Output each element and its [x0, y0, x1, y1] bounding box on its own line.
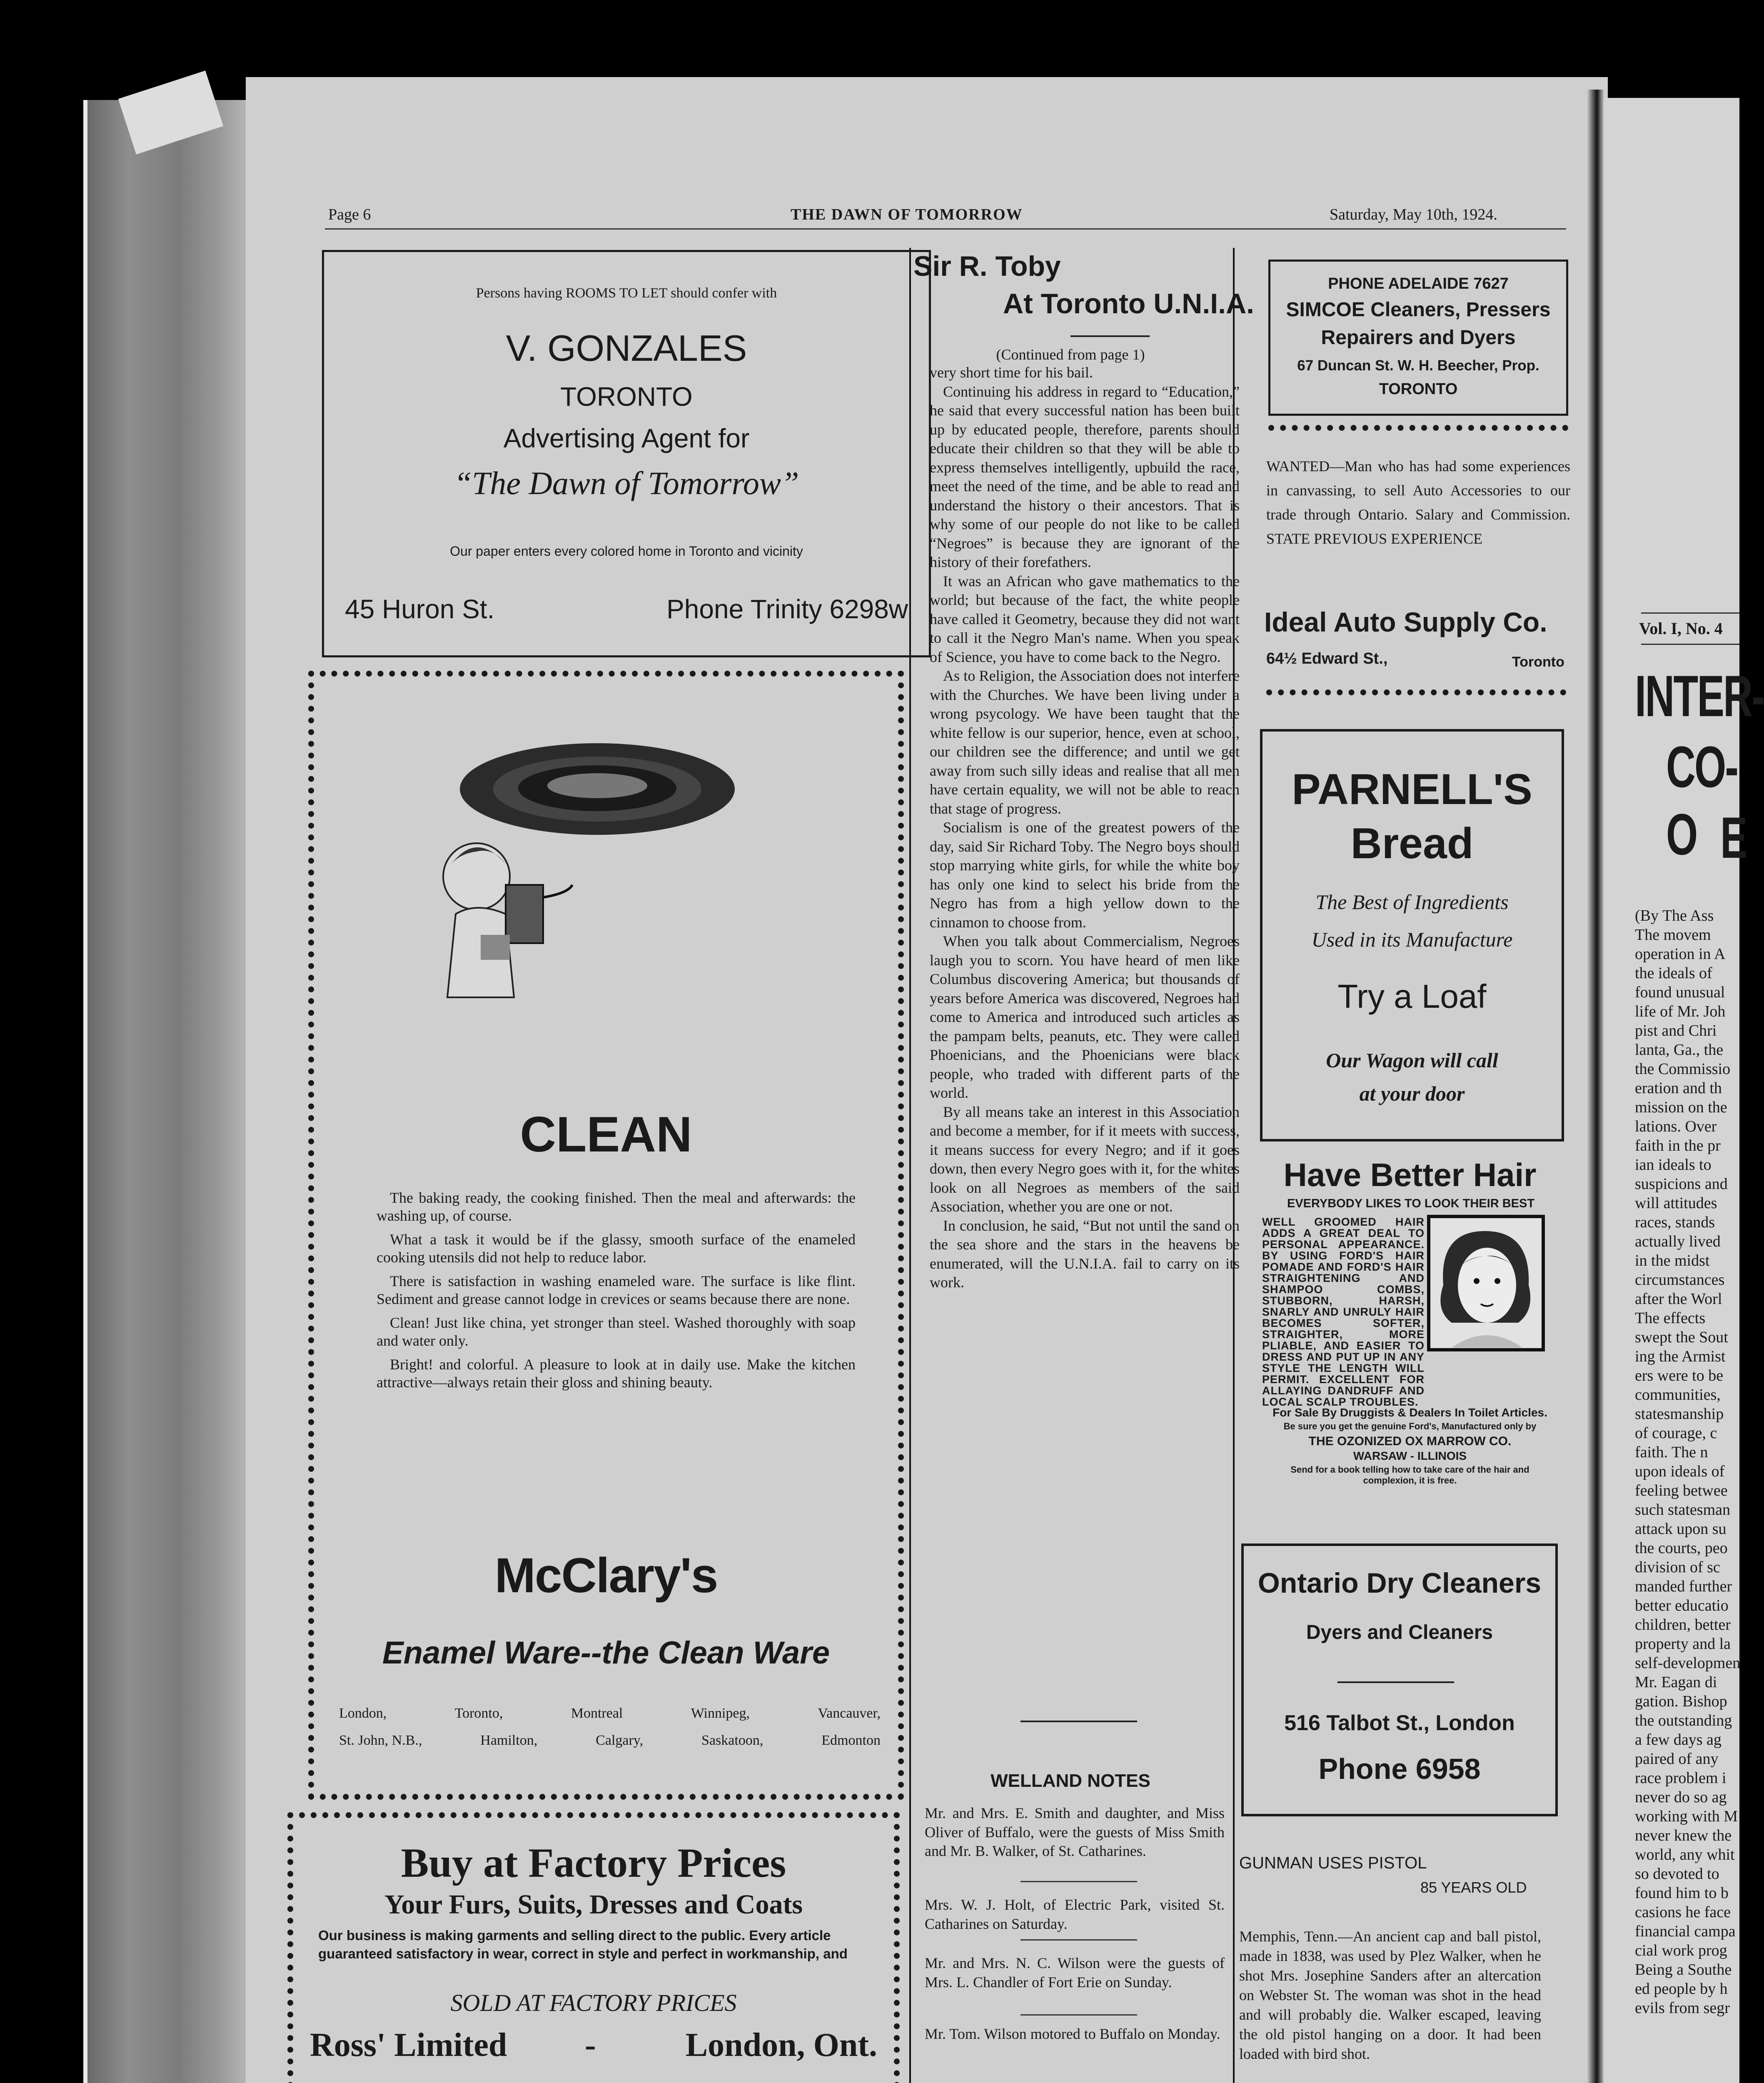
facing-rule — [1641, 644, 1739, 645]
city: St. John, N.B., — [339, 1733, 422, 1748]
facing-text-line: cial work prog — [1635, 1942, 1727, 1959]
article-title-line2: At Toronto U.N.I.A. — [1003, 288, 1255, 320]
article-paragraph: very short time for his bail. — [930, 364, 1093, 381]
parnell-ad — [1260, 729, 1564, 1141]
ad-headline: Buy at Factory Prices — [401, 1840, 786, 1886]
hair-ad — [1250, 1148, 1570, 1514]
facing-text-line: property and la — [1635, 1635, 1731, 1653]
facing-text-line: working with M — [1635, 1808, 1738, 1825]
ad-subhead: Your Furs, Suits, Dresses and Coats — [384, 1889, 803, 1920]
facing-text-line: faith in the pr — [1635, 1137, 1721, 1154]
facing-text-line: lanta, Ga., the — [1635, 1041, 1724, 1059]
article-paragraph: By all means take an interest in this Association and become a member, for if it meets with success, it means success for every Negro; and if it goes down, then every Negro goes with it, for the whites look on all Negroes as members of the said Association, whether you are one or not. — [930, 1103, 1240, 1215]
welland-title: WELLAND NOTES — [991, 1771, 1150, 1791]
article-paragraph: Continuing his address in regard to “Education,” he said that every successful nation has been built up by educated people, therefore, parents should educate their children so that they will be able to express themselves intelligently, upbuild the race, meet the need of the time, and be able to read and understand the history o their ancestors. That is why some of our people do not like to be called “Negroes” is because they are ignorant of the history of their forefathers. — [930, 383, 1240, 570]
woman-portrait-illustration — [1427, 1214, 1545, 1352]
facing-text-line: pist and Chri — [1635, 1022, 1717, 1039]
article-paragraph: When you talk about Commercialism, Negroes laugh you to scorn. You have heard of men like Columbus discovering America; but thousands of years before America was discovered, Negroes had come to America and introduced such articles as the pampam belts, peanuts, etc. They were called Phoenicians, and the Phoenicians were black people, who traded with different parts of the world. — [930, 933, 1240, 1101]
welland-item: Mrs. W. J. Holt, of Electric Park, visited St. Catharines on Saturday. — [925, 1896, 1225, 1932]
facing-text-line: Being a Southe — [1635, 1961, 1732, 1978]
facing-headline: CO-O — [1666, 734, 1738, 867]
hair-genuine: Be sure you get the genuine Ford's, Manufactured only by — [1283, 1421, 1537, 1431]
ad-headline: CLEAN — [520, 1106, 692, 1162]
facing-text-line: The movem — [1635, 926, 1711, 944]
facing-text-line: circumstances — [1635, 1271, 1725, 1289]
parnell-wagon: at your door — [1359, 1082, 1465, 1105]
welland-item: Mr. Tom. Wilson motored to Buffalo on Monday. — [925, 2026, 1220, 2042]
ontario-phone: Phone 6958 — [1318, 1753, 1481, 1785]
facing-text-line: ian ideals to — [1635, 1156, 1712, 1174]
facing-text-line: eration and th — [1635, 1079, 1722, 1097]
facing-text-line: swept the Sout — [1635, 1329, 1728, 1346]
welland-item: Mr. and Mrs. E. Smith and daughter, and Miss Oliver of Buffalo, were the guests of Miss Smith and Mr. B. Walker, of St. Catharines. — [925, 1805, 1225, 1859]
facing-text-line: races, stands — [1635, 1214, 1715, 1231]
city: Calgary, — [596, 1733, 644, 1748]
facing-text-line: mission on the — [1635, 1099, 1727, 1116]
facing-text-line: world, any whit — [1635, 1846, 1735, 1863]
city: Saskatoon, — [701, 1733, 763, 1748]
facing-text-line: found unusual — [1635, 984, 1725, 1001]
simcoe-ad — [1268, 260, 1568, 416]
facing-text-line: after the Worl — [1635, 1290, 1722, 1308]
simcoe-city: TORONTO — [1379, 380, 1458, 398]
facing-text-line: ed people by h — [1635, 1980, 1728, 1998]
welland-item: Mr. and Mrs. N. C. Wilson were the guests of Mrs. L. Chandler of Fort Erie on Sunday. — [925, 1955, 1225, 1991]
masthead-rule — [325, 228, 1566, 230]
article-paragraph: As to Religion, the Association does not interfere with the Churches. We have been living under a wrong psycology. We have been taught that the white fellow is our superior, hence, even at school, our children see the difference; and until we get away from such silly ideas and realise that all men have certain equality, we will not be able to reach that stage of progress. — [930, 667, 1240, 817]
parnell-name: PARNELL'S — [1292, 765, 1532, 814]
separator-dash: - — [585, 2027, 596, 2063]
gonzales-ad — [322, 250, 931, 657]
item-rule — [1020, 2014, 1137, 2016]
gunman-text: Memphis, Tenn.—An ancient cap and ball pistol, made in 1838, was used by Plez Walker, when he shot Mrs. Josephine Sanders after an altercation on Webster St. The woman was shot in the head and will probably die. Walker escaped, leaving the old pistol hanging on a door. It had been loaded with bird shot. — [1239, 1928, 1541, 2062]
ad-paragraph: Clean! Just like china, yet stronger than steel. Washed thoroughly with soap and water only. — [377, 1314, 856, 1349]
facing-text-line: will attitudes — [1635, 1194, 1717, 1212]
article-paragraph: In conclusion, he said, “But not until the sand on the sea shore and the stars in the heavens be enumerated, will the U.N.I.A. fail to carry on its work. — [930, 1217, 1240, 1291]
article-title: Sir R. Toby — [913, 250, 1061, 282]
parnell-line: Used in its Manufacture — [1311, 928, 1513, 951]
ontario-rule — [1337, 1681, 1454, 1683]
ross-ad — [287, 1812, 900, 2083]
book-gutter — [1587, 90, 1604, 2083]
facing-text-line: division of sc — [1635, 1559, 1720, 1576]
facing-text-line: faith. The n — [1635, 1444, 1708, 1461]
facing-text-line: statesmanship — [1635, 1405, 1724, 1423]
company-city: London, Ont. — [685, 2027, 877, 2063]
city: London, — [339, 1706, 387, 1721]
facing-text-line: the courts, peo — [1635, 1539, 1728, 1557]
facing-text-line: of courage, c — [1635, 1424, 1717, 1442]
hair-headline: Have Better Hair — [1283, 1156, 1537, 1193]
ontario-name: Ontario Dry Cleaners — [1258, 1567, 1542, 1599]
facing-headline: E — [1720, 805, 1748, 870]
paper-title: “The Dawn of Tomorrow” — [454, 465, 799, 501]
section-rule — [1020, 1721, 1137, 1722]
gunman-title: GUNMAN USES PISTOL — [1239, 1854, 1427, 1872]
perforation-rule — [1266, 689, 1566, 696]
ontario-ad — [1241, 1544, 1558, 1816]
facing-text-line: never do so ag — [1635, 1788, 1727, 1806]
ad-body — [377, 1189, 856, 1391]
ad-paragraph: There is satisfaction in washing enameled ware. The surface is like flint. Sediment and grease cannot lodge in crevices or seams because there are none. — [377, 1273, 856, 1307]
agent-phone: Phone Trinity 6298w — [666, 594, 908, 624]
facing-rule — [1641, 612, 1739, 614]
facing-text-line: such statesman — [1635, 1501, 1731, 1519]
city: Hamilton, — [480, 1733, 538, 1748]
parnell-wagon: Our Wagon will call — [1326, 1049, 1498, 1072]
ad-paragraph: What a task it would be if the glassy, smooth surface of the enameled cooking utensils did not help to reduce labor. — [377, 1231, 856, 1266]
ontario-sub: Dyers and Cleaners — [1306, 1621, 1493, 1643]
facing-text-line: ers were to be — [1635, 1367, 1724, 1384]
city: Edmonton — [821, 1733, 881, 1748]
facing-text-line: feeling betwee — [1635, 1482, 1728, 1499]
article-paragraph: It was an African who gave mathematics to the world; but because of the fact, the white people have called it Geometry, because they did not want to call it the Negro Man's name. When you speak of Science, you have to come back to the Negro. — [930, 572, 1240, 665]
company-name: Ross' Limited — [310, 2027, 507, 2063]
facing-text-line: the ideals of — [1635, 964, 1712, 982]
agent-role: Advertising Agent for — [503, 423, 750, 453]
facing-text-line: upon ideals of — [1635, 1463, 1725, 1480]
facing-headline: INTER- — [1635, 663, 1764, 729]
article-paragraph: Socialism is one of the greatest powers of the day, said Sir Richard Toby. The Negro boys should stop marrying white girls, for while the white boy has only one kind to select his bride from the Negro has from a high yellow down to the cinnamon to choose from. — [930, 819, 1240, 931]
facing-text-line: in the midst — [1635, 1252, 1710, 1269]
facing-text-line: actually lived — [1635, 1233, 1721, 1250]
facing-text-line: the outstanding — [1635, 1712, 1732, 1729]
cities-row — [339, 1733, 881, 1748]
ad-note: Our paper enters every colored home in Toronto and vicinity — [450, 544, 803, 559]
title-rule — [1070, 335, 1150, 337]
facing-text-line: paired of any — [1635, 1750, 1719, 1768]
facing-text-line: race problem i — [1635, 1769, 1727, 1787]
facing-text-line: children, better — [1635, 1616, 1731, 1633]
facing-text-line: manded further — [1635, 1578, 1732, 1595]
simcoe-address: 67 Duncan St. W. H. Beecher, Prop. — [1297, 357, 1539, 374]
hair-company: THE OZONIZED OX MARROW CO. — [1308, 1434, 1512, 1448]
wanted-address: 64½ Edward St., — [1266, 650, 1388, 667]
ad-paragraph: The baking ready, the cooking finished. Then the meal and afterwards: the washing up, of course. — [377, 1189, 856, 1224]
facing-text-line: Mr. Eagan di — [1635, 1673, 1717, 1691]
facing-text-line: so devoted to — [1635, 1865, 1719, 1883]
facing-text-line: life of Mr. Joh — [1635, 1003, 1726, 1020]
facing-text-line: found him to b — [1635, 1884, 1729, 1902]
cities-row — [339, 1706, 881, 1721]
simcoe-sub: Repairers and Dyers — [1321, 327, 1516, 349]
parnell-product: Bread — [1350, 819, 1474, 868]
facing-text-line: communities, — [1635, 1386, 1721, 1404]
brand-logo: McClary's — [494, 1548, 718, 1603]
parnell-cta: Try a Loaf — [1337, 978, 1487, 1015]
facing-text-line: evils from segr — [1635, 1999, 1730, 2017]
facing-text-line: gation. Bishop — [1635, 1693, 1727, 1710]
hair-book: Send for a book telling how to take care of the hair and complexion, it is free. — [1290, 1464, 1529, 1486]
agent-address: 45 Huron St. — [345, 594, 495, 624]
hair-location: WARSAW - ILLINOIS — [1353, 1449, 1467, 1462]
city: Toronto, — [454, 1706, 503, 1721]
facing-text — [1635, 906, 1739, 2018]
facing-text-line: suspicions and — [1635, 1175, 1728, 1193]
parnell-line: The Best of Ingredients — [1315, 890, 1509, 914]
item-rule — [1020, 1939, 1137, 1941]
ad-paragraph: Bright! and colorful. A pleasure to look at in daily use. Make the kitchen attractive—always retain their gloss and shining beauty. — [377, 1356, 856, 1391]
ad-sold: SOLD AT FACTORY PRICES — [450, 1989, 737, 2016]
facing-text-line: The effects — [1635, 1309, 1706, 1327]
hair-sale: For Sale By Druggists & Dealers In Toilet Articles. — [1272, 1406, 1547, 1419]
agent-name: V. GONZALES — [506, 327, 747, 369]
perforation-rule — [1268, 425, 1568, 432]
wanted-city: Toronto — [1512, 654, 1564, 670]
book-page-stack — [87, 100, 254, 2083]
city: Winnipeg, — [691, 1706, 750, 1721]
facing-text-line: ing the Armist — [1635, 1348, 1726, 1365]
facing-text-line: a few days ag — [1635, 1731, 1722, 1748]
woman-with-pot-illustration — [443, 739, 718, 1039]
paper-name: THE DAWN OF TOMORROW — [791, 206, 1023, 223]
hair-subhead: EVERYBODY LIKES TO LOOK THEIR BEST — [1287, 1197, 1535, 1210]
simcoe-name: SIMCOE Cleaners, Pressers — [1286, 299, 1551, 321]
facing-text-line: (By The Ass — [1635, 907, 1714, 924]
facing-text-line: self-developmen — [1635, 1654, 1741, 1672]
facing-volume: Vol. I, No. 4 — [1639, 619, 1723, 638]
wanted-ad-text: WANTED—Man who has had some experiences in canvassing, to sell Auto Accessories to our trade through Ontario. Salary and Commission. STATE PREVIOUS EXPERIENCE — [1266, 458, 1570, 547]
continued-note: (Continued from page 1) — [996, 346, 1145, 363]
city: Montreal — [571, 1706, 623, 1721]
wanted-company: Ideal Auto Supply Co. — [1264, 607, 1547, 637]
facing-text-line: financial campa — [1635, 1923, 1736, 1940]
mcclarys-ad — [308, 671, 904, 1800]
ad-slogan: Enamel Ware--the Clean Ware — [382, 1635, 830, 1671]
facing-text-line: better educatio — [1635, 1597, 1729, 1614]
facing-text-line: lations. Over — [1635, 1118, 1717, 1135]
simcoe-phone: PHONE ADELAIDE 7627 — [1328, 275, 1509, 292]
issue-date: Saturday, May 10th, 1924. — [1330, 206, 1497, 223]
city: Vancauver, — [818, 1706, 881, 1721]
agent-city: TORONTO — [560, 382, 693, 412]
hair-body: WELL GROOMED HAIR ADDS A GREAT DEAL TO PERSONAL APPEARANCE. BY USING FORD'S HAIR POMADE AND FORD'S HAIR STRAIGHTENING AND SHAMPOO COMBS, STUBBORN, HARSH, SNARLY AND UNRULY HAIR BECOMES SOFTER, STRAIGHTER, MORE PLIABLE, AND EASIER TO DRESS AND PUT UP IN ANY STYLE THE LENGTH WILL PERMIT. EXCELLENT FOR ALLAYING DANDRUFF AND LOCAL SCALP TROUBLES. — [1262, 1216, 1425, 1408]
ad-intro: Persons having ROOMS TO LET should confer with — [476, 285, 777, 301]
page-number: Page 6 — [328, 206, 371, 223]
item-rule — [1020, 1881, 1137, 1882]
ad-body: Our business is making garments and selling direct to the public. Every article guaranteed satisfactory in wear, correct in style and perfect in workmanship, and — [318, 1928, 848, 1961]
facing-text-line: never knew the — [1635, 1827, 1732, 1844]
facing-text-line: attack upon su — [1635, 1520, 1727, 1538]
ontario-address: 516 Talbot St., London — [1284, 1711, 1515, 1735]
facing-text-line: casions he face — [1635, 1903, 1731, 1921]
article-body — [930, 363, 1240, 1292]
facing-text-line: the Commissio — [1635, 1060, 1731, 1078]
gunman-subtitle: 85 YEARS OLD — [1420, 1879, 1527, 1896]
facing-text-line: operation in A — [1635, 945, 1726, 963]
